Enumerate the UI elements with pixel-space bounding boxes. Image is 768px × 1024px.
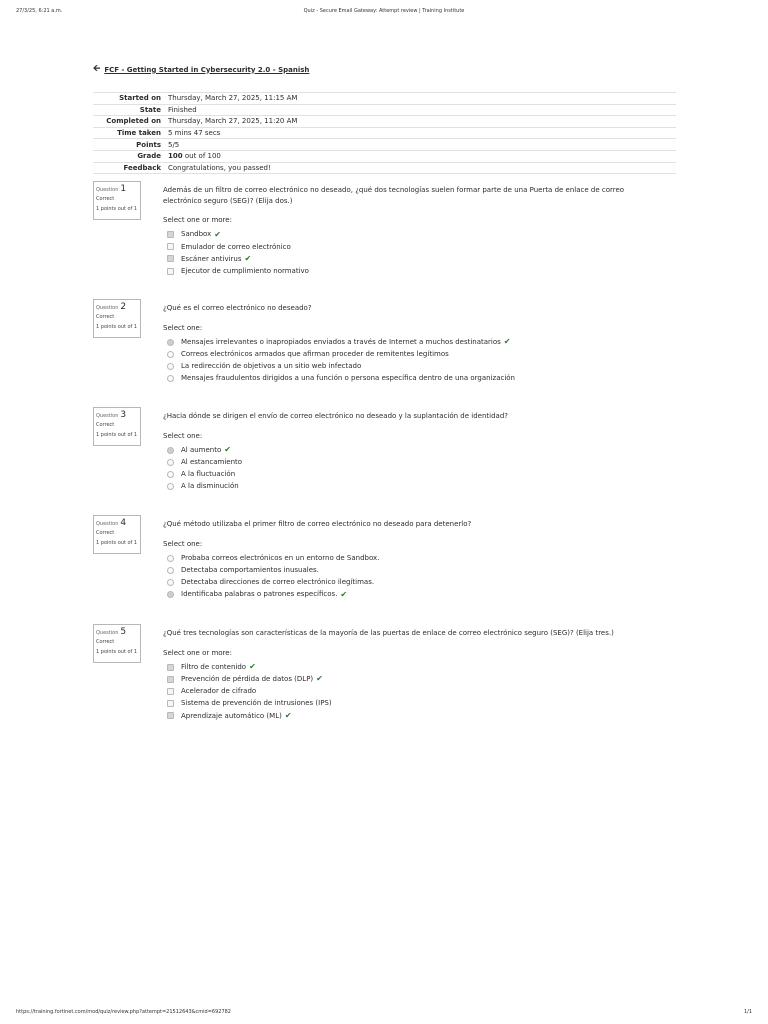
breadcrumb <box>93 65 309 74</box>
summary-value: Congratulations, you passed! <box>168 163 271 172</box>
question-state: Correct <box>96 196 115 202</box>
answer-option <box>163 468 653 480</box>
summary-label: Feedback <box>123 163 161 172</box>
answer-options <box>163 444 653 493</box>
question-label: Question <box>96 187 119 193</box>
radio-button[interactable] <box>167 555 174 562</box>
answer-option <box>163 336 653 348</box>
answer-label: Sandbox <box>181 230 212 239</box>
answer-option <box>163 685 653 697</box>
question-info-box <box>93 624 141 663</box>
course-link[interactable]: FCF - Getting Started in Cybersecurity 2.0 - Spanish <box>104 65 310 74</box>
question-info-box <box>93 181 141 220</box>
summary-row-state <box>93 104 676 116</box>
answer-label: A la fluctuación <box>181 470 236 479</box>
question-text: ¿Qué es el correo electrónico no deseado? <box>163 304 312 312</box>
grade-out-of: out of 100 <box>182 152 221 161</box>
checkbox[interactable] <box>167 676 174 683</box>
answer-option <box>163 360 653 372</box>
question-text: ¿Qué tres tecnologías son características de la mayoría de las puertas de enlace de correo electrónico seguro (SEG)? (Elija tres.) <box>163 629 614 637</box>
question-number: 1 <box>120 184 127 194</box>
answer-prompt: Select one: <box>163 431 203 440</box>
summary-label: Grade <box>137 152 161 161</box>
summary-value <box>165 150 676 162</box>
checkbox[interactable] <box>167 268 174 275</box>
summary-label: State <box>139 105 161 114</box>
question-content <box>163 519 653 601</box>
radio-button[interactable] <box>167 483 174 490</box>
question-grade: 1 points out of 1 <box>96 206 138 212</box>
answer-label: A la disminución <box>181 482 239 491</box>
summary-value: Thursday, March 27, 2025, 11:15 AM <box>168 94 298 103</box>
answer-option <box>163 481 653 493</box>
answer-label: Filtro de contenido <box>181 662 247 671</box>
answer-option <box>163 673 653 685</box>
check-icon: ✔ <box>316 674 323 684</box>
check-icon: ✔ <box>503 337 511 347</box>
question-grade: 1 points out of 1 <box>96 432 138 438</box>
check-icon: ✔ <box>284 710 292 720</box>
print-url: https://training.fortinet.com/mod/quiz/review.php?attempt=21512643&cmid=692782 <box>16 1009 231 1015</box>
answer-label: Prevención de pérdida de datos (DLP) <box>181 675 314 684</box>
answer-option <box>163 552 653 564</box>
answer-prompt: Select one or more: <box>163 648 232 657</box>
answer-label: Emulador de correo electrónico <box>181 242 291 251</box>
summary-row-feedback <box>93 162 676 174</box>
answer-option <box>163 661 653 673</box>
radio-button[interactable] <box>167 459 174 466</box>
answer-prompt: Select one: <box>163 323 203 332</box>
answer-label: Detectaba direcciones de correo electrónico ilegítimas. <box>181 578 375 587</box>
radio-button[interactable] <box>167 375 174 382</box>
summary-label: Points <box>136 140 161 149</box>
question-grade: 1 points out of 1 <box>96 649 138 655</box>
answer-options <box>163 336 653 385</box>
summary-row-grade <box>93 150 676 162</box>
print-datetime: 27/3/25, 6:21 a.m. <box>16 8 63 14</box>
answer-option <box>163 456 653 468</box>
answer-label: Aprendizaje automático (ML) <box>181 711 282 720</box>
answer-label: Al estancamiento <box>181 458 243 467</box>
summary-row-completed <box>93 116 676 128</box>
radio-button[interactable] <box>167 591 174 598</box>
answer-label: La redirección de objetivos a un sitio web infectado <box>181 362 362 371</box>
question-label: Question <box>96 413 119 419</box>
answer-options <box>163 552 653 601</box>
answer-option <box>163 564 653 576</box>
answer-label: Detectaba comportamientos inusuales. <box>181 566 319 575</box>
summary-value: 5/5 <box>168 140 180 149</box>
grade-score: 100 <box>168 152 183 161</box>
answer-label: Identificaba palabras o patrones específicos. <box>181 590 338 599</box>
question-content <box>163 303 653 385</box>
answer-option <box>163 698 653 710</box>
question-label: Question <box>96 521 119 527</box>
answer-option <box>163 253 653 265</box>
question-state: Correct <box>96 639 115 645</box>
answer-option <box>163 589 653 601</box>
answer-label: Al aumento <box>181 445 222 454</box>
question-info-box <box>93 299 141 338</box>
answer-option <box>163 710 653 722</box>
print-page-title: Quiz - Secure Email Gateway: Attempt review | Training Institute <box>303 8 465 14</box>
answer-options <box>163 229 653 278</box>
question-state: Correct <box>96 530 115 536</box>
checkbox[interactable] <box>167 664 174 671</box>
answer-label: Acelerador de cifrado <box>181 687 257 696</box>
check-icon: ✔ <box>249 662 256 672</box>
answer-option <box>163 241 653 253</box>
answer-prompt: Select one: <box>163 539 203 548</box>
attempt-summary-table <box>93 92 676 174</box>
arrow-left-icon[interactable]: 🡨 <box>93 64 101 74</box>
checkbox[interactable] <box>167 688 174 695</box>
radio-button[interactable] <box>167 471 174 478</box>
checkbox[interactable] <box>167 243 174 250</box>
answer-option <box>163 265 653 277</box>
question-state: Correct <box>96 422 115 428</box>
answer-option <box>163 576 653 588</box>
summary-value: Thursday, March 27, 2025, 11:20 AM <box>168 117 298 126</box>
question-number: 2 <box>120 302 127 312</box>
question-grade: 1 points out of 1 <box>96 540 138 546</box>
radio-button[interactable] <box>167 447 174 454</box>
summary-label: Started on <box>119 94 161 103</box>
answer-option <box>163 373 653 385</box>
radio-button[interactable] <box>167 351 174 358</box>
summary-value: 5 mins 47 secs <box>168 129 221 138</box>
radio-button[interactable] <box>167 567 174 574</box>
answer-label: Escáner antivirus <box>181 254 242 263</box>
check-icon: ✔ <box>244 253 252 263</box>
check-icon: ✔ <box>224 445 231 455</box>
summary-row-points <box>93 139 676 151</box>
answer-label: Probaba correos electrónicos en un entorno de Sandbox. <box>181 553 380 562</box>
answer-label: Ejecutor de cumplimiento normativo <box>181 266 309 275</box>
print-page-number: 1/1 <box>743 1009 752 1015</box>
answer-label: Correos electrónicos armados que afirman proceder de remitentes legítimos <box>181 350 449 359</box>
question-number: 3 <box>120 410 127 420</box>
summary-row-started <box>93 93 676 105</box>
checkbox[interactable] <box>167 712 174 719</box>
summary-label: Time taken <box>117 129 161 138</box>
summary-value: Finished <box>168 105 197 114</box>
question-state: Correct <box>96 314 115 320</box>
question-content <box>163 185 653 277</box>
answer-option <box>163 348 653 360</box>
radio-button[interactable] <box>167 339 174 346</box>
question-content <box>163 411 653 493</box>
check-icon: ✔ <box>340 589 348 599</box>
question-info-box <box>93 407 141 446</box>
answer-option <box>163 229 653 241</box>
summary-label: Completed on <box>106 117 161 126</box>
answer-prompt: Select one or more: <box>163 216 232 224</box>
question-content <box>163 628 653 722</box>
checkbox[interactable] <box>167 700 174 707</box>
question-grade: 1 points out of 1 <box>96 324 138 330</box>
question-info-box <box>93 515 141 554</box>
answer-label: Mensajes fraudulentos dirigidos a una función o persona específica dentro de una organización <box>181 374 515 383</box>
answer-label: Sistema de prevención de intrusiones (IPS) <box>181 699 332 708</box>
radio-button[interactable] <box>167 363 174 370</box>
checkbox[interactable] <box>167 255 174 262</box>
answer-option <box>163 444 653 456</box>
question-label: Question <box>96 305 119 311</box>
answer-options <box>163 661 653 722</box>
summary-row-time <box>93 127 676 139</box>
checkbox[interactable] <box>167 231 174 238</box>
check-icon: ✔ <box>214 229 221 239</box>
question-number: 4 <box>120 518 127 528</box>
question-label: Question <box>96 630 119 636</box>
answer-label: Mensajes irrelevantes o inapropiados enviados a través de Internet a muchos destinatarios <box>181 337 501 346</box>
radio-button[interactable] <box>167 579 174 586</box>
question-number: 5 <box>120 627 127 637</box>
question-text: ¿Hacia dónde se dirigen el envío de correo electrónico no deseado y la suplantación de identidad? <box>163 412 508 420</box>
question-text: Además de un filtro de correo electrónico no deseado, ¿qué dos tecnologías suelen formar parte de una Puerta de enlace de correo electrónico seguro (SEG)? (Elija dos.) <box>163 186 625 205</box>
question-text: ¿Qué método utilizaba el primer filtro de correo electrónico no deseado para detenerlo? <box>163 520 472 528</box>
